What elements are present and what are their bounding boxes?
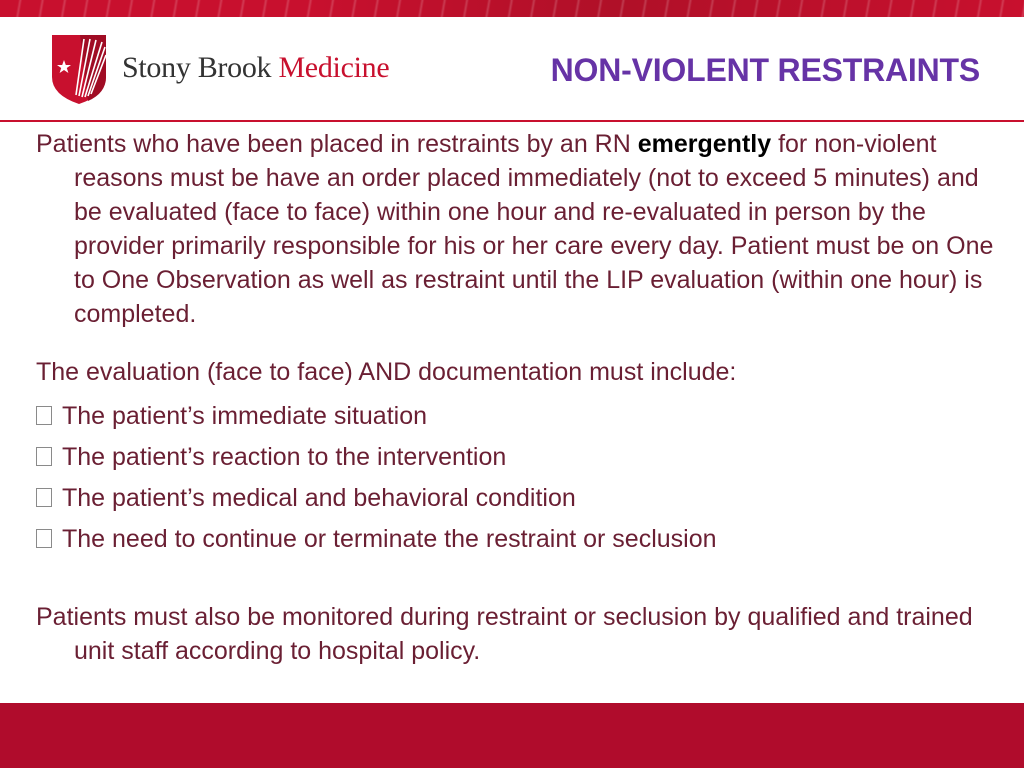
bullet-box-icon: [36, 447, 52, 466]
bullet-box-icon: [36, 406, 52, 425]
list-item: [36, 436, 996, 477]
top-decorative-bar: [0, 0, 1024, 17]
paragraph1-emphasis: emergently: [637, 130, 772, 158]
evaluation-lead-text: The evaluation (face to face) AND documentation must include:: [36, 358, 737, 386]
footer-bar: [0, 703, 1024, 768]
stony-brook-medicine-logo: [50, 33, 450, 105]
paragraph1-text-start: Patients who have been placed in restraints by an RN: [36, 130, 638, 158]
list-item: [36, 477, 996, 518]
evaluation-bullet-list: [36, 395, 996, 559]
bullet-box-icon: [36, 529, 52, 548]
list-item: [36, 395, 996, 436]
bullet-text: The patient’s immediate situation: [62, 401, 428, 430]
bullet-text: The patient’s medical and behavioral condition: [62, 483, 576, 512]
logo-text-stony-brook: Stony Brook: [122, 51, 272, 84]
bullet-text: The need to continue or terminate the restraint or seclusion: [62, 524, 717, 553]
page-title: NON-VIOLENT RESTRAINTS: [550, 52, 980, 88]
list-item: [36, 518, 996, 559]
bullet-box-icon: [36, 488, 52, 507]
top-bar-stripes: [0, 0, 1024, 17]
shield-logo-icon: [50, 33, 108, 105]
monitoring-paragraph: Patients must also be monitored during restraint or seclusion by qualified and trained unit staff according to hospital policy.: [36, 603, 973, 665]
logo-text-medicine: Medicine: [278, 51, 390, 84]
logo-wordmark: [122, 51, 389, 85]
slide-body: [36, 127, 996, 668]
paragraph1-text-end: for non-violent reasons must be have an order placed immediately (not to exceed 5 minutes) and be evaluated (face to face) within one hour and re-evaluated in person by the provider primarily responsible for his or her care every day. Patient must be on One to One Observation as well as restraint until the LIP evaluation (within one hour) is completed.: [74, 130, 994, 328]
restraint-order-paragraph: [36, 127, 996, 331]
bullet-text: The patient’s reaction to the intervention: [62, 442, 507, 471]
header-divider: [0, 120, 1024, 122]
